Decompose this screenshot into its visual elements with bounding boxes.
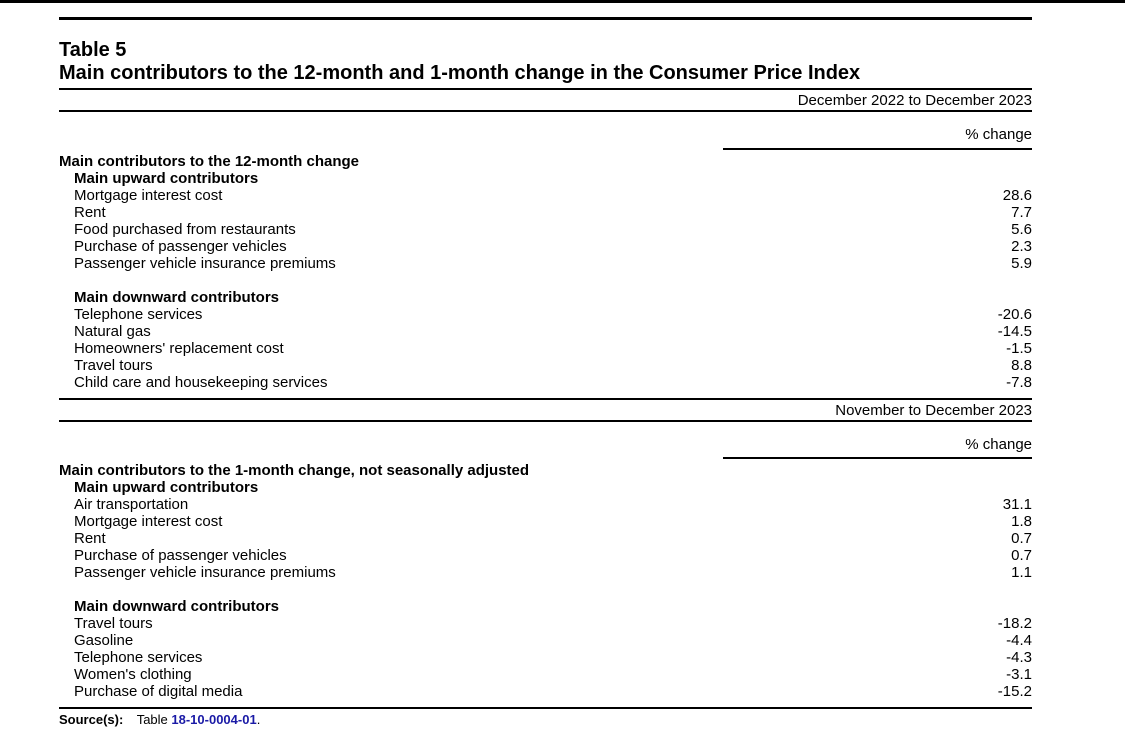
- period-rule: [59, 420, 1032, 422]
- table-row: [59, 564, 1032, 581]
- table-row: [59, 649, 1032, 666]
- source-note: [59, 712, 260, 728]
- row-value: -1.5: [1006, 340, 1032, 357]
- table-row: [59, 255, 1032, 272]
- table-bottom-rule: [59, 707, 1032, 709]
- table-title: Table 5: [59, 39, 127, 61]
- row-value: -18.2: [997, 615, 1032, 632]
- row-label: Rent: [74, 530, 106, 547]
- top-border: [0, 0, 1125, 3]
- table-row: [59, 238, 1032, 255]
- row-value: 5.9: [1011, 255, 1032, 272]
- table-row: [59, 306, 1032, 323]
- row-value: -3.1: [1006, 666, 1032, 683]
- row-label: Purchase of passenger vehicles: [74, 238, 287, 255]
- row-label: Mortgage interest cost: [74, 513, 223, 530]
- row-value: 5.6: [1011, 221, 1032, 238]
- table-row: [59, 204, 1032, 221]
- row-value: -14.5: [997, 323, 1032, 340]
- row-value: 1.8: [1011, 513, 1032, 530]
- unit-label: % change: [965, 126, 1032, 143]
- row-label: Travel tours: [74, 615, 153, 632]
- section-1-month: [59, 462, 1032, 700]
- row-label: Women's clothing: [74, 666, 192, 683]
- source-prefix: Table: [136, 712, 168, 727]
- row-label: Travel tours: [74, 357, 153, 374]
- row-label: Air transportation: [74, 496, 189, 513]
- row-label: Passenger vehicle insurance premiums: [74, 564, 336, 581]
- row-value: -4.3: [1006, 649, 1032, 666]
- table-row: [59, 357, 1032, 374]
- row-label: Passenger vehicle insurance premiums: [74, 255, 336, 272]
- row-value: -7.8: [1006, 374, 1032, 391]
- table-row: [59, 187, 1032, 204]
- table-row: [59, 221, 1032, 238]
- row-value: -4.4: [1006, 632, 1032, 649]
- upward-heading: Main upward contributors: [74, 479, 259, 496]
- table-row: [59, 323, 1032, 340]
- section-heading: Main contributors to the 12-month change: [59, 153, 360, 170]
- table-row: [59, 513, 1032, 530]
- period-label-12-month: December 2022 to December 2023: [797, 92, 1032, 109]
- table-row: [59, 632, 1032, 649]
- table-row: [59, 547, 1032, 564]
- row-label: Gasoline: [74, 632, 134, 649]
- row-label: Telephone services: [74, 306, 203, 323]
- table-row: [59, 530, 1032, 547]
- table-row: [59, 666, 1032, 683]
- unit-label: % change: [965, 436, 1032, 453]
- unit-rule: [723, 457, 1032, 459]
- row-label: Telephone services: [74, 649, 203, 666]
- section-12-month: [59, 153, 1032, 391]
- downward-heading: Main downward contributors: [74, 289, 279, 306]
- row-label: Child care and housekeeping services: [74, 374, 328, 391]
- row-label: Homeowners' replacement cost: [74, 340, 284, 357]
- row-value: 31.1: [1002, 496, 1032, 513]
- panel-divider-rule: [59, 398, 1032, 400]
- table-row: [59, 496, 1032, 513]
- row-value: 1.1: [1011, 564, 1032, 581]
- source-suffix: .: [256, 712, 261, 727]
- row-value: 28.6: [1002, 187, 1032, 204]
- period-rule: [59, 110, 1032, 112]
- table-top-rule: [59, 17, 1032, 20]
- row-label: Mortgage interest cost: [74, 187, 223, 204]
- row-value: 2.3: [1011, 238, 1032, 255]
- row-value: 8.8: [1011, 357, 1032, 374]
- row-value: 7.7: [1011, 204, 1032, 221]
- header-rule: [59, 88, 1032, 90]
- table-row: [59, 683, 1032, 700]
- row-label: Purchase of passenger vehicles: [74, 547, 287, 564]
- source-table-link[interactable]: 18-10-0004-01: [171, 712, 257, 727]
- row-label: Purchase of digital media: [74, 683, 243, 700]
- source-label: Source(s):: [59, 712, 124, 727]
- row-value: 0.7: [1011, 530, 1032, 547]
- downward-heading: Main downward contributors: [74, 598, 279, 615]
- row-label: Natural gas: [74, 323, 151, 340]
- table-row: [59, 340, 1032, 357]
- row-value: -15.2: [997, 683, 1032, 700]
- row-value: -20.6: [997, 306, 1032, 323]
- table-row: [59, 615, 1032, 632]
- row-value: 0.7: [1011, 547, 1032, 564]
- unit-rule: [723, 148, 1032, 150]
- section-heading: Main contributors to the 1-month change, not seasonally adjusted: [59, 462, 530, 479]
- table-row: [59, 374, 1032, 391]
- table-subtitle: Main contributors to the 12-month and 1-month change in the Consumer Price Index: [59, 62, 861, 84]
- period-label-1-month: November to December 2023: [835, 402, 1032, 419]
- row-label: Rent: [74, 204, 106, 221]
- row-label: Food purchased from restaurants: [74, 221, 296, 238]
- upward-heading: Main upward contributors: [74, 170, 259, 187]
